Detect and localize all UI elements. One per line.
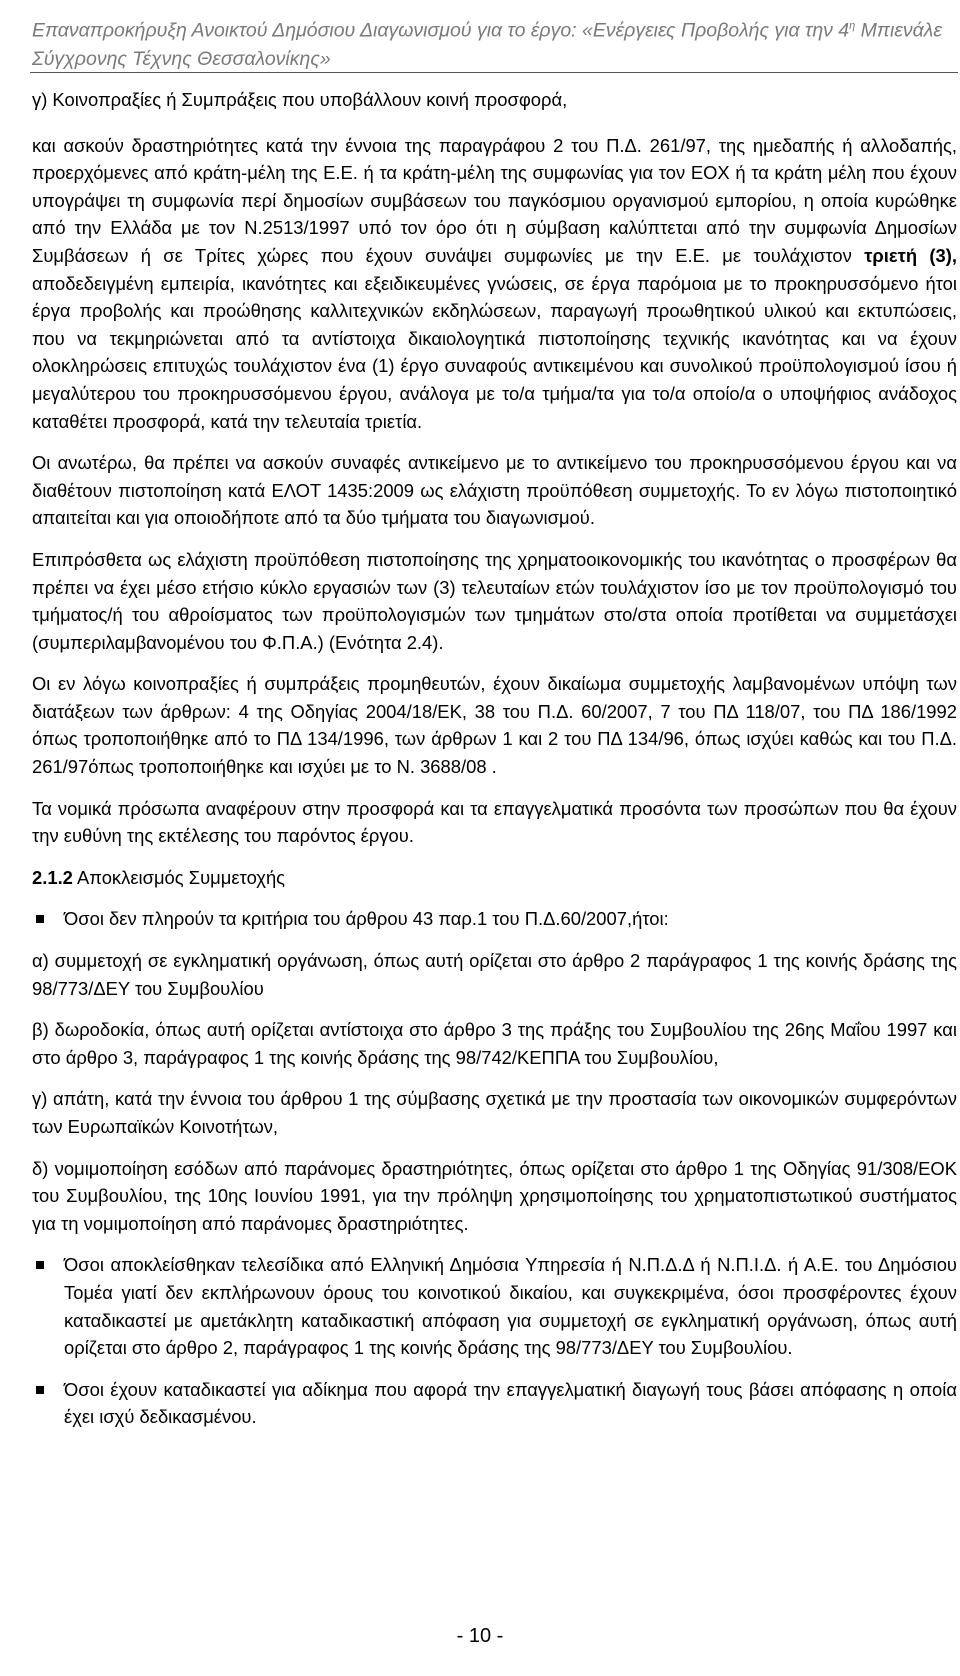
header-line-1: Επαναπροκήρυξη Ανοικτού Δημόσιου Διαγωνισμού για το έργο: «Ενέργειες Προβολής για την $4^\eta$ Μπιενάλε: [32, 19, 942, 42]
list-item-a: α) συμμετοχή σε εγκληματική οργάνωση, όπως αυτή ορίζεται στο άρθρο 2 παράγραφος 1 της κοινής δράσης της 98/773/ΔΕΥ του Συμβουλίου: [32, 950, 957, 999]
page-number: - 10 -: [456, 1625, 504, 1647]
section-heading: 2.1.2 Αποκλεισμός Συμμετοχής: [32, 866, 286, 888]
paragraph-participation-rights: Οι εν λόγω κοινοπραξίες ή συμπράξεις προμηθευτών, έχουν δικαίωμα συμμετοχής λαμβανομένων υπόψη των διατάξεων των άρθρων: 4 της Οδηγίας 2004/18/ΕΚ, 38 του Π.Δ. 60/2007, 7 του ΠΔ 118/07, του ΠΔ 186/1992 όπως τροποποιήθηκε από το ΠΔ 134/1996, των άρθρων 1 και 2 του ΠΔ 134/96, όπως ισχύει καθώς και του Π.Δ. 261/97όπως τροποποιήθηκε και ισχύει με το Ν. 3688/08 .: [32, 673, 957, 778]
paragraph-financial: Επιπρόσθετα ως ελάχιστη προϋπόθεση πιστοποίησης της χρηματοοικονομικής του ικανότητας ο προσφέρων θα πρέπει να έχει μέσο ετήσιο κύκλο εργασιών των (3) τελευταίων ετών τουλάχιστον ίσο με τον προϋπολογισμό του τμήματος/ή του αθροίσματος των προϋπολογισμών των τμημάτων στο/στα οποία προτίθεται να συμμετάσχει (συμπεριλαμβανομένου του Φ.Π.Α.) (Ενότητα 2.4).: [32, 548, 957, 653]
header-line-2: Σύγχρονης Τέχνης Θεσσαλονίκης»: [32, 47, 331, 70]
list-item-b: β) δωροδοκία, όπως αυτή ορίζεται αντίστοιχα στο άρθρο 3 της πράξης του Συμβουλίου της 26ης Μαΐου 1997 και στο άρθρο 3, παράγραφος 1 της κοινής δράσης της 98/742/ΚΕΠΠΑ του Συμβουλίου,: [32, 1019, 957, 1068]
bullet-square-icon: [36, 1386, 44, 1394]
paragraph-legal-persons: Τα νομικά πρόσωπα αναφέρουν στην προσφορά και τα επαγγελματικά προσόντα των προσώπων που θα έχουν την ευθύνη της εκτέλεσης του παρόντος έργου.: [32, 797, 957, 847]
header-divider: [30, 72, 958, 73]
paragraph-certification: Οι ανωτέρω, θα πρέπει να ασκούν συναφές αντικείμενο με το αντικείμενο του προκηρυσσόμενου έργου και να διαθέτουν πιστοποίηση κατά ΕΛΟΤ 1435:2009 ως ελάχιστη προϋπόθεση συμμετοχής. Το εν λόγω πιστοποιητικό απαιτείται και για οποιοδήποτε από τα δύο τμήματα του διαγωνισμού.: [32, 452, 957, 529]
bullet-item: Όσοι έχουν καταδικαστεί για αδίκημα που αφορά την επαγγελματική διαγωγή τους βάσει απόφασης η οποία έχει ισχύ δεδικασμένου.: [32, 1376, 957, 1431]
list-item-d: δ) νομιμοποίηση εσόδων από παράνομες δραστηριότητες, όπως ορίζεται στο άρθρο 1 της Οδηγίας 91/308/ΕΟΚ του Συμβουλίου, της 10ης Ιουνίου 1991, για την πρόληψη χρησιμοποίησης του χρηματοπιστωτικού συστήματος για τη νομιμοποίηση από παράνομες δραστηριότητες.: [32, 1157, 957, 1234]
bullet-square-icon: [36, 915, 44, 923]
bullet-item: Όσοι αποκλείσθηκαν τελεσίδικα από Ελληνική Δημόσια Υπηρεσία ή Ν.Π.Δ.Δ ή Ν.Π.Ι.Δ. ή Α.Ε. του Δημόσιου Τομέα γιατί δεν εκπλήρωνουν όρους του κοινοτικού δικαίου, και συγκεκριμένα, όσοι προσφέροντες έχουν καταδικαστεί με αμετάκλητη καταδικαστική απόφαση για συμμετοχή σε εγκληματική οργάνωση, όπως αυτή ορίζεται στο άρθρο 2, παράγραφος 1 της κοινής δράσης της 98/773/ΔΕΥ του Συμβουλίου.: [32, 1251, 957, 1361]
document-body: [32, 80, 957, 1431]
bullet-item: Όσοι δεν πληρούν τα κριτήρια του άρθρου 43 παρ.1 του Π.Δ.60/2007,ήτοι:: [32, 905, 957, 933]
paragraph-eligibility: και ασκούν δραστηριότητες κατά την έννοια της παραγράφου 2 του Π.Δ. 261/97, της ημεδαπής ή αλλοδαπής, προερχόμενες από κράτη-μέλη της Ε.Ε. ή τα κράτη-μέλη της συμφωνίας για τον ΕΟΧ ή τα κράτη μέλη που έχουν υπογράψει τη συμφωνία περί δημοσίων συμβάσεων του παγκόσμιου οργανισμού εμπορίου, η οποία κυρώθηκε από την Ελλάδα με τον Ν.2513/1997 υπό τον όρο ότι η σύμβαση καλύπτεται από την συμφωνία Δημοσίων Συμβάσεων ή σε Τρίτες χώρες που έχουν συνάψει συμφωνίες με την Ε.Ε. με τουλάχιστον τριετή (3), αποδεδειγμένη εμπειρία, ικανότητες και εξειδικευμένες γνώσεις, σε έργα παρόμοια με το προκηρυσσόμενο ήτοι έργα προβολής και προώθησης καλλιτεχνικών εκδηλώσεων, παραγωγή προωθητικού υλικού και εκτυπώσεις, που να τεκμηριώνεται από τα αντίστοιχα δικαιολογητικά πιστοποίησης τεχνικής ικανότητας και να έχουν ολοκληρώσεις επιτυχώς τουλάχιστον ένα (1) έργο συναφούς αντικειμένου και συνολικού προϋπολογισμού ίσου ή μεγαλύτερου του προκηρυσσόμενου έργου, ανάλογα με το/α τμήμα/τα για το/α οποίο/α ο υποψήφιος ανάδοχος καταθέτει προσφορά, κατά την τελευταία τριετία.: [32, 134, 957, 432]
paragraph-consortia: γ) Κοινοπραξίες ή Συμπράξεις που υποβάλλουν κοινή προσφορά,: [32, 89, 568, 110]
list-item-c: γ) απάτη, κατά την έννοια του άρθρου 1 της σύμβασης σχετικά με την προστασία των οικονομικών συμφερόντων των Ευρωπαϊκών Κοινοτήτων,: [32, 1088, 957, 1137]
document-header: [32, 12, 952, 73]
bullet-square-icon: [36, 1261, 44, 1269]
